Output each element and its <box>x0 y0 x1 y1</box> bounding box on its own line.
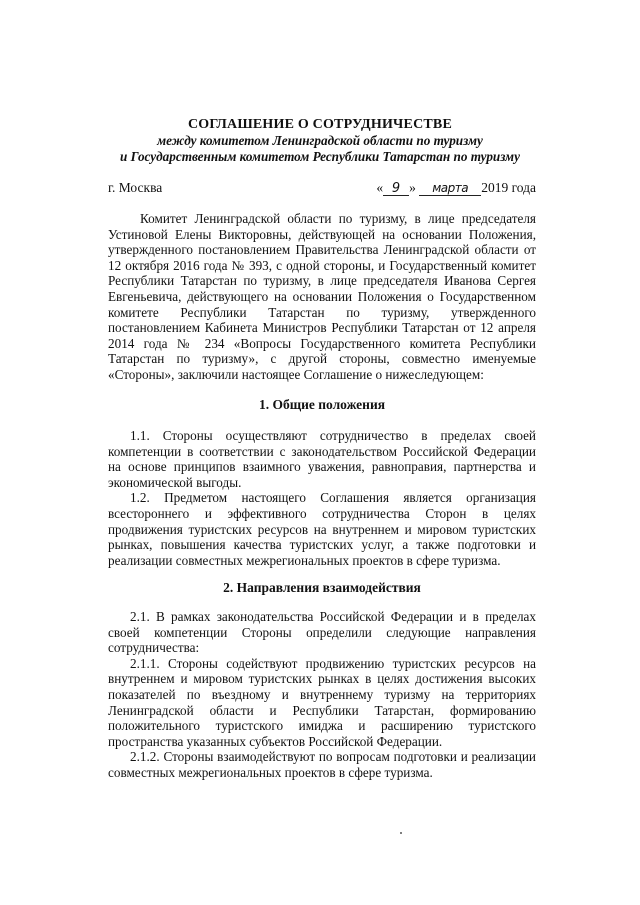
preamble-paragraph: Комитет Ленинградской области по туризму, в лице председателя Устиновой Елены Викторовны, действующей на основании Положения, утвержденного постановлением Правительства Ленинградской области от 12 октября 2016 года № 393, с одной стороны, и Государственный комитет Республики Татарстан по туризму, в лице председателя Иванова Сергея Евгеньевича, действующего на основании Положения о Государственном комитете Республики Татарстан по туризму, утвержденного постановлением Кабинета Министров Республики Татарстан от 12 апреля 2014 года № 234 «Вопросы Государственного комитета Республики Татарстан по туризму», с другой стороны, совместно именуемые «Стороны», заключили настоящее Соглашение о нижеследующем: <box>108 211 536 382</box>
section-2-body <box>108 609 536 781</box>
title-line-3: и Государственным комитетом Республики Татарстан по туризму <box>120 149 520 164</box>
date-open-quote: « <box>376 180 384 195</box>
paragraph-1-2: 1.2. Предметом настоящего Соглашения является организация всестороннего и эффективного сотрудничества Сторон в целях продвижения туристских ресурсов на внутреннем и мировом туристских рынках, повышения качества туристских услуг, а также подготовки и реализации совместных межрегиональных проектов в сфере туризма. <box>108 490 536 568</box>
paragraph-1-1: 1.1. Стороны осуществляют сотрудничество в пределах своей компетенции в соответствии с законодательством Российской Федерации на основе принципов взаимного уважения, равноправия, партнерства и экономической выгоды. <box>108 428 536 490</box>
document-title <box>0 117 640 165</box>
date-month-handwritten: марта <box>419 182 481 196</box>
scan-speck <box>400 832 402 834</box>
paragraph-2-1-1: 2.1.1. Стороны содействуют продвижению туристских ресурсов на внутреннем и мировом туристских рынках в целях достижения высоких показателей по въездному и внутреннему туризму на территориях Ленинградской области и Республики Татарстан, формированию положительного туристского имиджа и расширению туристского пространства указанных субъектов Российской Федерации. <box>108 655 536 749</box>
section-1-body <box>108 428 536 568</box>
date-day-handwritten: 9 <box>383 182 409 196</box>
place-date-row <box>108 180 536 200</box>
title-line-2: между комитетом Ленинградской области по туризму <box>157 133 483 148</box>
title-main: СОГЛАШЕНИЕ О СОТРУДНИЧЕСТВЕ <box>187 117 452 132</box>
agreement-date <box>376 180 536 196</box>
date-year: 2019 года <box>481 180 536 195</box>
section-1-heading: 1. Общие положения <box>258 397 386 412</box>
paragraph-2-1: 2.1. В рамках законодательства Российской Федерации и в пределах своей компетенции Стороны определили следующие направления сотрудничества: <box>108 609 536 656</box>
preamble-block <box>108 211 536 383</box>
section-2-heading: 2. Направления взаимодействия <box>223 580 421 595</box>
paragraph-2-1-2: 2.1.2. Стороны взаимодействуют по вопросам подготовки и реализации совместных межрегиональных проектов в сфере туризма. <box>108 749 536 780</box>
place: г. Москва <box>108 180 163 195</box>
date-close-quote: » <box>409 180 416 195</box>
